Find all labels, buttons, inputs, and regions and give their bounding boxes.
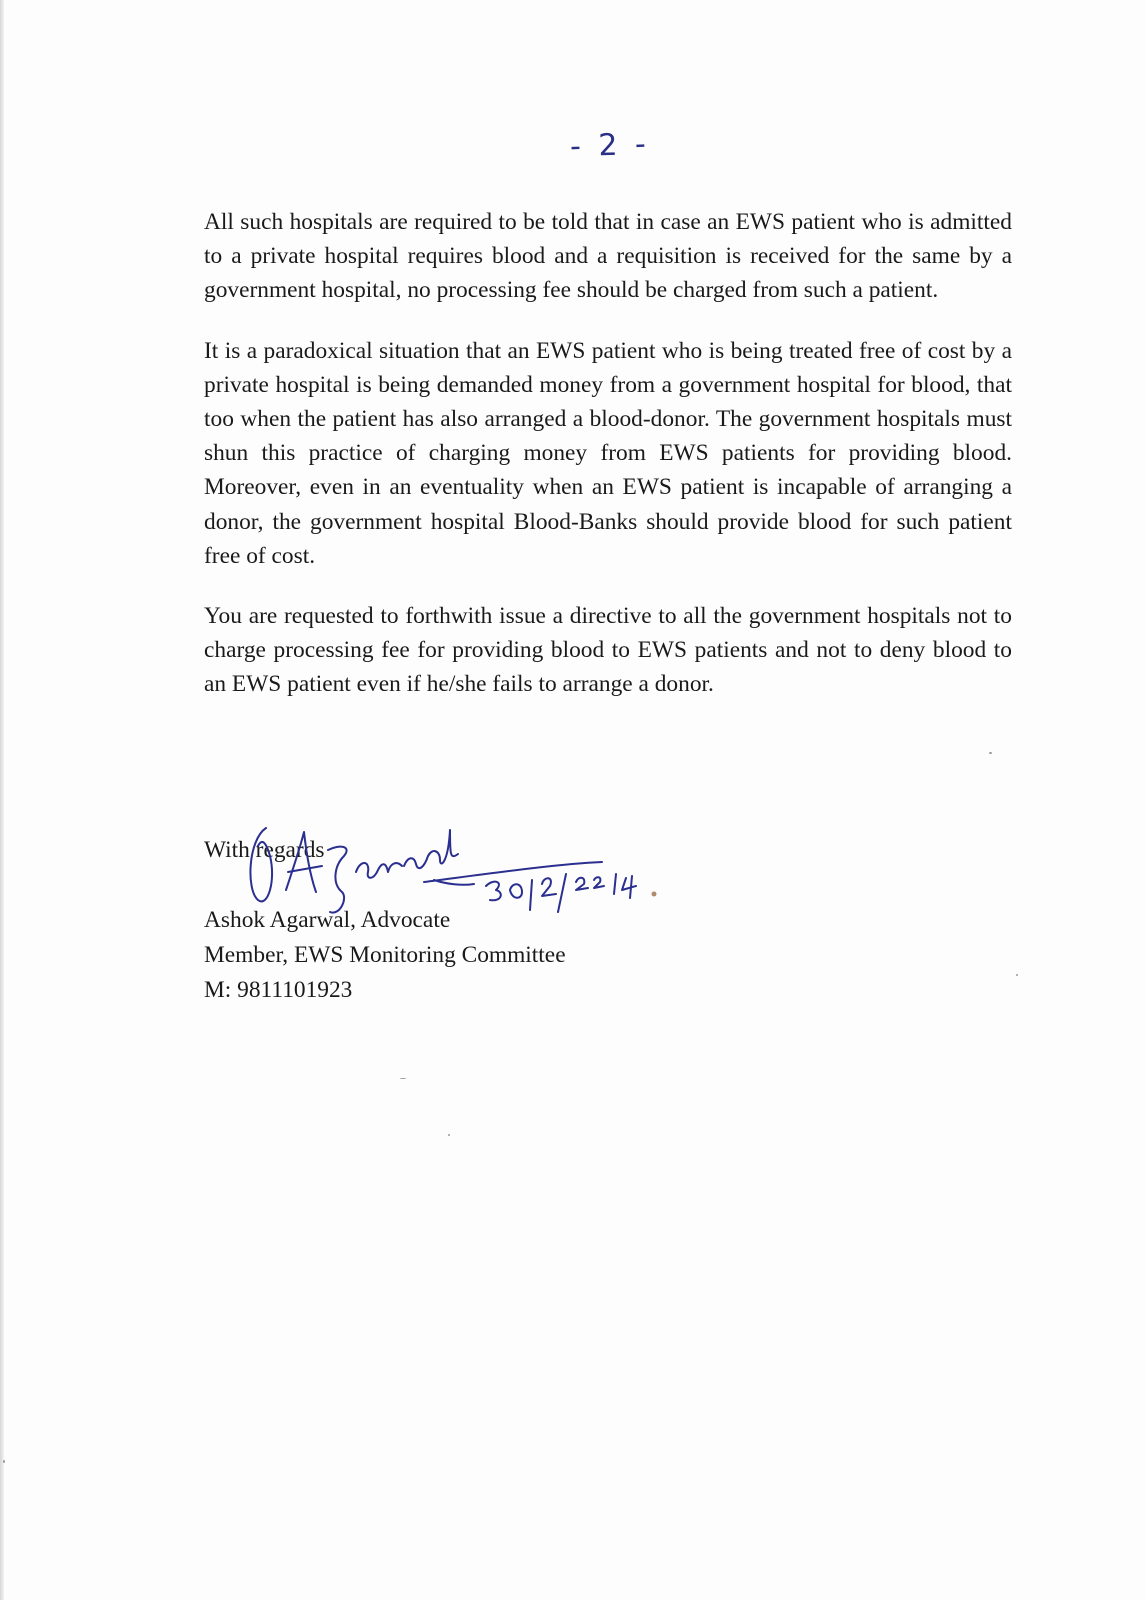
scan-speck [1016, 974, 1018, 976]
closing-regards: With regards [204, 837, 325, 863]
letter-closing [204, 833, 566, 1008]
handwritten-page-number: - 2 - [569, 126, 651, 165]
scan-edge-shadow [0, 0, 4, 1600]
paragraph-paradoxical-situation: It is a paradoxical situation that an EWS patient who is being treated free of cost by a private hospital is being demanded money from a government hospital for blood, that too when the patient has also arranged a blood-donor. The government hospitals must shun this practice of charging money from EWS patients for providing blood. Moreover, even in an eventuality when an EWS patient is incapable of arranging a donor, the government hospital Blood-Banks should provide blood for such patient free of cost. [204, 337, 1012, 569]
scan-speck [448, 1134, 450, 1136]
ink-dot [652, 892, 657, 897]
paragraph-blood-requisition: All such hospitals are required to be told that in case an EWS patient who is admitted to a private hospital requires blood and a requisition is received for the same by a government hospital, no processing fee should be charged from such a patient. [204, 209, 1012, 304]
signatory-name: Ashok Agarwal, Advocate [204, 907, 451, 933]
scan-speck [3, 1460, 5, 1463]
signatory-title: Member, EWS Monitoring Committee [204, 942, 566, 968]
scan-speck [989, 752, 992, 754]
signature-date-text: 30/12/2014 [522, 936, 528, 937]
paragraph-directive-request: You are requested to forthwith issue a directive to all the government hospitals not to charge processing fee for providing blood to EWS patients and not to deny blood to an EWS patient even if he/she fails to arrange a donor. [204, 603, 1012, 698]
signatory-phone: M: 9811101923 [204, 977, 353, 1003]
scan-speck [400, 1078, 406, 1079]
letter-body [204, 205, 1012, 728]
signature-name-text: Agarwal [296, 936, 301, 937]
